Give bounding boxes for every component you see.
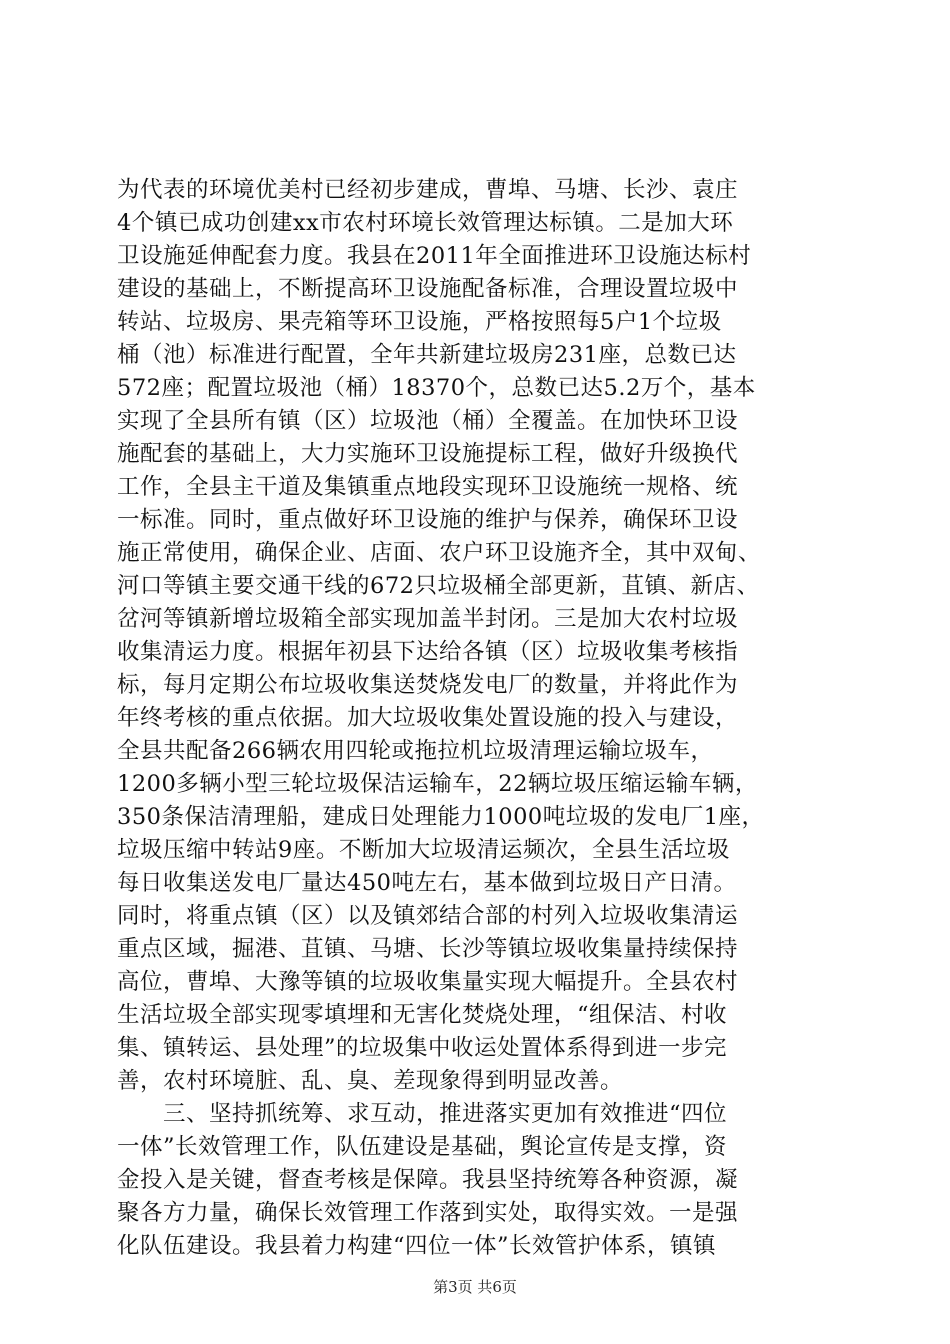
text-line: 岔河等镇新增垃圾箱全部实现加盖半封闭。三是加大农村垃圾 [117,606,739,632]
text-line: 聚各方力量，确保长效管理工作落到实处，取得实效。一是强 [117,1200,739,1226]
text-line: 1200多辆小型三轮垃圾保洁运输车，22辆垃圾压缩运输车辆， [117,771,758,797]
text-line: 4个镇已成功创建xx市农村环境长效管理达标镇。二是加大环 [117,210,734,236]
text-line: 一标准。同时，重点做好环卫设施的维护与保养，确保环卫设 [117,507,739,533]
text-line: 年终考核的重点依据。加大垃圾收集处置设施的投入与建设， [117,705,739,731]
text-line: 三、坚持抓统筹、求互动，推进落实更加有效推进“四位 [117,1101,728,1127]
text-line: 每日收集送发电厂量达450吨左右，基本做到垃圾日产日清。 [117,870,737,896]
text-line: 桶（池）标准进行配置，全年共新建垃圾房231座，总数已达 [117,342,737,368]
text-line: 为代表的环境优美村已经初步建成，曹埠、马塘、长沙、袁庄 [117,177,739,203]
text-line: 收集清运力度。根据年初县下达给各镇（区）垃圾收集考核指 [117,639,739,665]
text-line: 转站、垃圾房、果壳箱等环卫设施，严格按照每5户1个垃圾 [117,309,722,335]
text-line: 善，农村环境脏、乱、臭、差现象得到明显改善。 [117,1068,624,1094]
text-line: 金投入是关键，督查考核是保障。我县坚持统筹各种资源，凝 [117,1167,739,1193]
text-line: 垃圾压缩中转站9座。不断加大垃圾清运频次，全县生活垃圾 [117,837,730,863]
text-line: 350条保洁清理船，建成日处理能力1000吨垃圾的发电厂1座， [117,804,765,830]
text-line: 高位，曹埠、大豫等镇的垃圾收集量实现大幅提升。全县农村 [117,969,739,995]
page-number-footer: 第3页 共6页 [433,1278,517,1296]
text-line: 施配套的基础上，大力实施环卫设施提标工程，做好升级换代 [117,441,739,467]
text-line: 建设的基础上，不断提高环卫设施配备标准，合理设置垃圾中 [117,276,739,302]
text-line: 实现了全县所有镇（区）垃圾池（桶）全覆盖。在加快环卫设 [117,408,739,434]
text-line: 工作，全县主干道及集镇重点地段实现环卫设施统一规格、统 [117,474,739,500]
text-line: 全县共配备266辆农用四轮或拖拉机垃圾清理运输垃圾车， [117,738,714,764]
text-line: 生活垃圾全部实现零填埋和无害化焚烧处理，“组保洁、村收 [117,1002,728,1028]
text-line: 标，每月定期公布垃圾收集送焚烧发电厂的数量，并将此作为 [117,672,739,698]
text-line: 河口等镇主要交通干线的672只垃圾桶全部更新，苴镇、新店、 [117,573,760,599]
text-line: 重点区域，掘港、苴镇、马塘、长沙等镇垃圾收集量持续保持 [117,936,739,962]
document-body [117,174,837,1263]
text-line: 集、镇转运、县处理”的垃圾集中收运处置体系得到进一步完 [117,1035,728,1061]
text-line: 卫设施延伸配套力度。我县在2011年全面推进环卫设施达标村 [117,243,752,269]
text-line: 572座；配置垃圾池（桶）18370个，总数已达5.2万个，基本 [117,375,756,401]
text-line: 化队伍建设。我县着力构建“四位一体”长效管护体系，镇镇 [117,1233,717,1259]
text-line: 一体”长效管理工作，队伍建设是基础，舆论宣传是支撑，资 [117,1134,728,1160]
text-line: 施正常使用，确保企业、店面、农户环卫设施齐全，其中双甸、 [117,540,762,566]
text-line: 同时，将重点镇（区）以及镇郊结合部的村列入垃圾收集清运 [117,903,739,929]
